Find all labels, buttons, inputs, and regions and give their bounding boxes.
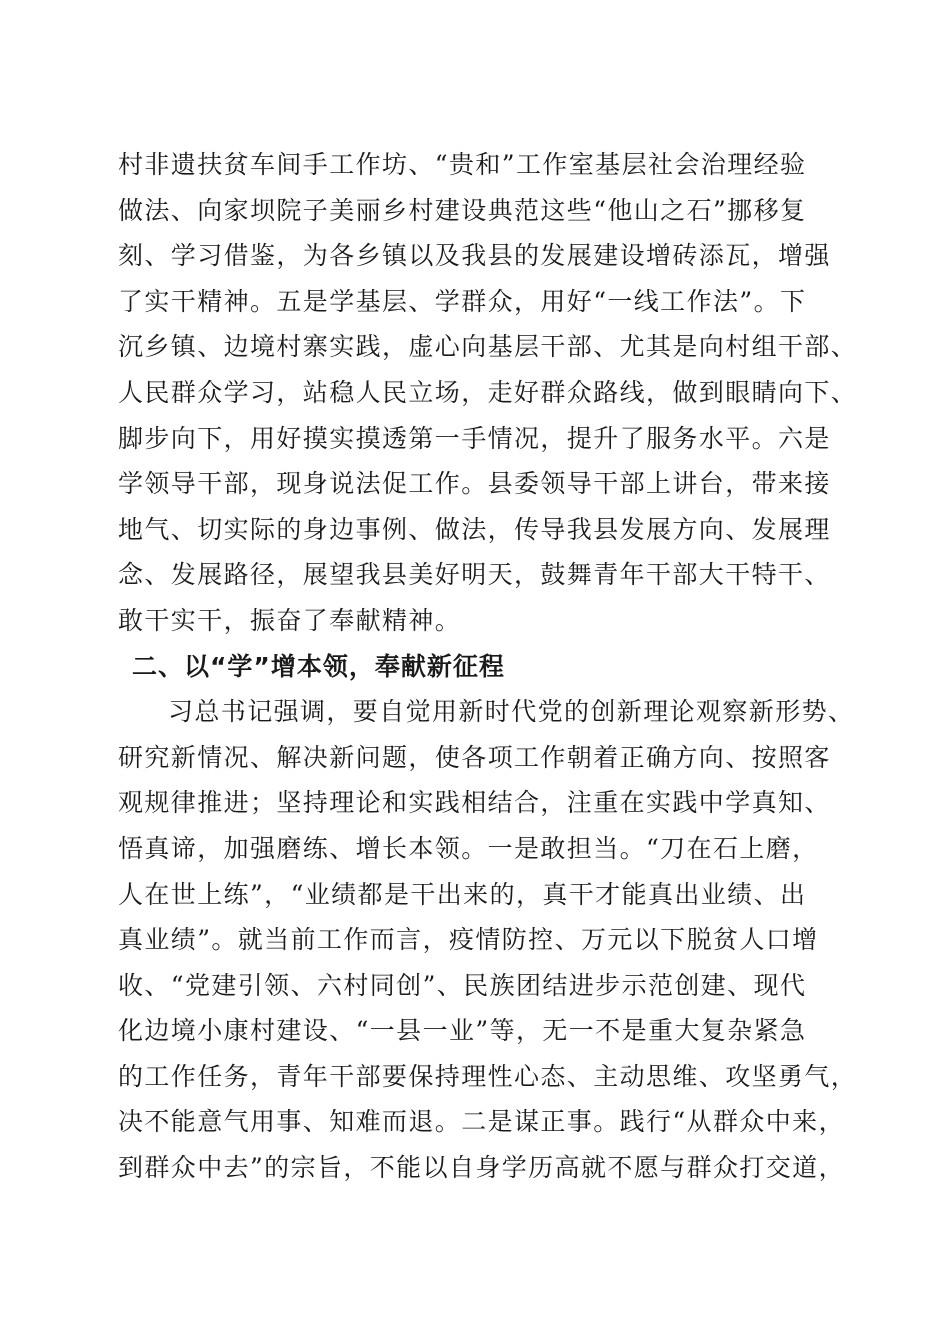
text-line: 念、发展路径，展望我县美好明天，鼓舞青年干部大干特干、 xyxy=(118,560,831,590)
text-line: 脚步向下，用好摸实摸透第一手情况，提升了服务水平。六是 xyxy=(118,423,831,453)
text-line: 人在世上练”，“业绩都是干出来的，真干才能真出业绩、出 xyxy=(118,879,807,909)
text-line: 学领导干部，现身说法促工作。县委领导干部上讲台，带来接 xyxy=(118,469,831,499)
text-line: 人民群众学习，站稳人民立场，走好群众路线，做到眼睛向下、 xyxy=(118,377,858,407)
text-line: 敢干实干，振奋了奉献精神。 xyxy=(118,605,462,635)
text-line: 地气、切实际的身边事例、做法，传导我县发展方向、发展理 xyxy=(118,514,831,544)
text-line: 到群众中去”的宗旨，不能以自身学历高就不愿与群众打交道， xyxy=(118,1153,845,1183)
text-line: 真业绩”。就当前工作而言，疫情防控、万元以下脱贫人口增 xyxy=(118,925,819,955)
text-line: 观规律推进；坚持理论和实践相结合，注重在实践中学真知、 xyxy=(118,788,831,818)
section-heading: 二、以“学”增本领，奉献新征程 xyxy=(132,651,505,681)
text-line: 了实干精神。五是学基层、学群众，用好“一线工作法”。下 xyxy=(118,286,807,316)
text-line: 做法、向家坝院子美丽乡村建设典范这些“他山之石”挪移复 xyxy=(118,195,807,225)
text-line: 收、“党建引领、六村同创”、民族团结进步示范创建、现代 xyxy=(118,970,807,1000)
text-line: 化边境小康村建设、“一县一业”等，无一不是重大复杂紧急 xyxy=(118,1016,807,1046)
text-line: 决不能意气用事、知难而退。二是谋正事。践行“从群众中来， xyxy=(118,1107,845,1137)
text-line: 研究新情况、解决新问题，使各项工作朝着正确方向、按照客 xyxy=(118,742,831,772)
document-body xyxy=(118,142,858,1191)
text-line: 村非遗扶贫车间手工作坊、“贵和”工作室基层社会治理经验 xyxy=(118,150,807,179)
text-line: 习总书记强调，要自觉用新时代党的创新理论观察新形势、 xyxy=(168,697,855,727)
text-line: 悟真谛，加强磨练、增长本领。一是敢担当。“刀在石上磨， xyxy=(118,833,819,863)
text-line: 刻、学习借鉴，为各乡镇以及我县的发展建设增砖添瓦，增强 xyxy=(118,241,831,271)
text-line: 的工作任务，青年干部要保持理性心态、主动思维、攻坚勇气， xyxy=(118,1061,858,1091)
text-line: 沉乡镇、边境村寨实践，虚心向基层干部、尤其是向村组干部、 xyxy=(118,332,858,362)
